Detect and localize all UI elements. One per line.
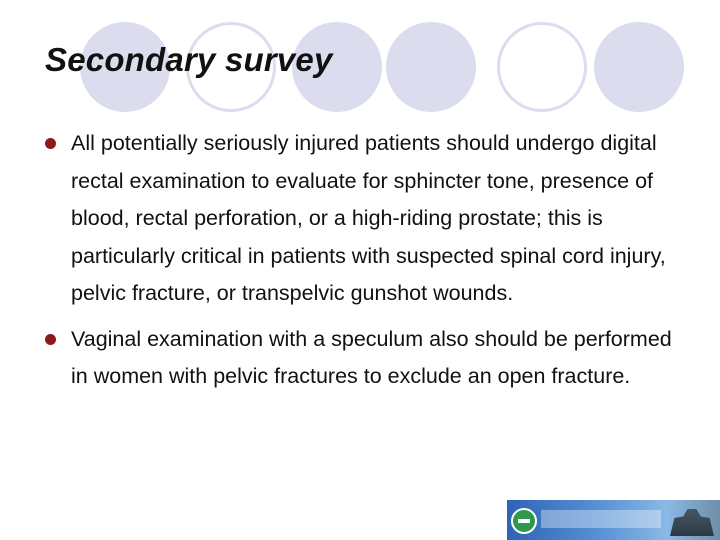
bullet-text: All potentially seriously injured patients should undergo digital rectal examination to evaluate for sphincter tone, presence of blood, rectal perforation, or a high-riding prostate; this is particularly critical in patients with suspected spinal cord injury, pelvic fracture, or transpelvic gunshot wounds. (71, 131, 666, 305)
slide-title: Secondary survey (45, 41, 333, 78)
decorative-circle (594, 22, 684, 112)
decorative-circle (386, 22, 476, 112)
bullet-text: Vaginal examination with a speculum also should be performed in women with pelvic fractures to exclude an open fracture. (71, 326, 672, 388)
footer-banner (507, 500, 720, 540)
bullet-item (45, 125, 685, 313)
bullet-item (45, 321, 685, 396)
bullet-dot-icon (45, 138, 56, 149)
decorative-circle (497, 22, 587, 112)
building-image (670, 506, 714, 536)
bullet-list (45, 125, 685, 404)
bullet-dot-icon (45, 334, 56, 345)
banner-text-band (541, 510, 661, 528)
hospital-logo-icon (511, 508, 537, 534)
